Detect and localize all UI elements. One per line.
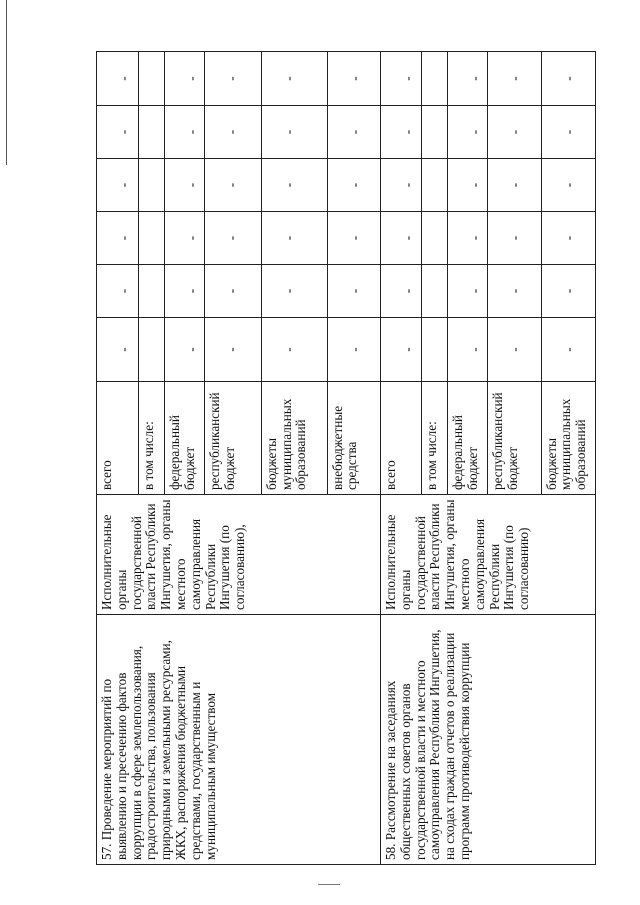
amount-cell: - bbox=[488, 159, 541, 212]
funding-source-cell: в том числе: bbox=[421, 382, 447, 495]
funding-source-cell: в том числе: bbox=[138, 382, 164, 495]
page-footer-dash bbox=[318, 884, 340, 885]
measure-name-cell: 57. Проведение мероприятий по выявлению и пресечению фактов коррупции в сфере землепользования, градостроительства, пользования природными и земельными ресурсами, ЖКХ, распоряжения бюджетными средствами, государственным и муниципальным имуществом bbox=[97, 615, 381, 865]
amount-cell: - bbox=[541, 159, 595, 212]
funding-source-cell: федеральный бюджет bbox=[447, 382, 488, 495]
amount-cell: - bbox=[447, 318, 488, 382]
amount-cell: - bbox=[261, 212, 327, 265]
amount-cell: - bbox=[205, 318, 261, 382]
amount-cell: - bbox=[327, 212, 380, 265]
amount-cell bbox=[138, 52, 164, 106]
amount-cell: - bbox=[380, 52, 421, 106]
amount-cell: - bbox=[205, 265, 261, 318]
funding-source-cell: республиканский бюджет bbox=[488, 382, 541, 495]
amount-cell: - bbox=[541, 106, 595, 159]
amount-cell: - bbox=[380, 318, 421, 382]
amount-cell: - bbox=[164, 159, 205, 212]
document-sheet bbox=[96, 52, 596, 865]
amount-cell: - bbox=[327, 159, 380, 212]
amount-cell: - bbox=[97, 265, 139, 318]
funding-source-cell: бюджеты муниципальных образований bbox=[261, 382, 327, 495]
amount-cell: - bbox=[380, 265, 421, 318]
amount-cell: - bbox=[261, 318, 327, 382]
amount-cell bbox=[421, 52, 447, 106]
amount-cell: - bbox=[164, 265, 205, 318]
amount-cell: - bbox=[541, 318, 595, 382]
amount-cell: - bbox=[205, 106, 261, 159]
amount-cell bbox=[138, 212, 164, 265]
amount-cell: - bbox=[327, 52, 380, 106]
table-row bbox=[380, 52, 421, 865]
amount-cell: - bbox=[97, 212, 139, 265]
amount-cell: - bbox=[97, 159, 139, 212]
amount-cell: - bbox=[164, 318, 205, 382]
amount-cell: - bbox=[261, 106, 327, 159]
amount-cell: - bbox=[488, 106, 541, 159]
amount-cell: - bbox=[447, 106, 488, 159]
executor-cell: Исполнительные органы государственной власти Республики Ингушетия, органы местного самоуправления Республики Ингушетия (по согласованию), bbox=[97, 495, 381, 615]
funding-source-cell: республиканский бюджет bbox=[205, 382, 261, 495]
amount-cell bbox=[421, 106, 447, 159]
amount-cell: - bbox=[205, 52, 261, 106]
amount-cell bbox=[138, 106, 164, 159]
amount-cell: - bbox=[327, 265, 380, 318]
amount-cell: - bbox=[447, 212, 488, 265]
amount-cell: - bbox=[541, 212, 595, 265]
funding-source-cell: федеральный бюджет bbox=[164, 382, 205, 495]
amount-cell: - bbox=[205, 212, 261, 265]
funding-source-cell: бюджеты муниципальных образований bbox=[541, 382, 595, 495]
amount-cell: - bbox=[261, 52, 327, 106]
amount-cell: - bbox=[447, 52, 488, 106]
amount-cell: - bbox=[164, 106, 205, 159]
amount-cell: - bbox=[261, 265, 327, 318]
amount-cell: - bbox=[164, 52, 205, 106]
amount-cell: - bbox=[380, 212, 421, 265]
amount-cell: - bbox=[97, 52, 139, 106]
amount-cell: - bbox=[380, 106, 421, 159]
funding-source-cell: внебюджетные средства bbox=[327, 382, 380, 495]
amount-cell: - bbox=[488, 265, 541, 318]
amount-cell: - bbox=[488, 212, 541, 265]
amount-cell: - bbox=[380, 159, 421, 212]
rotated-page bbox=[96, 52, 596, 865]
table-body bbox=[97, 52, 596, 865]
amount-cell bbox=[138, 265, 164, 318]
amount-cell: - bbox=[327, 106, 380, 159]
amount-cell: - bbox=[447, 159, 488, 212]
amount-cell bbox=[421, 318, 447, 382]
amount-cell: - bbox=[541, 52, 595, 106]
amount-cell: - bbox=[164, 212, 205, 265]
amount-cell: - bbox=[205, 159, 261, 212]
table-row bbox=[97, 52, 139, 865]
left-margin-mark bbox=[6, 0, 7, 165]
amount-cell bbox=[138, 159, 164, 212]
amount-cell: - bbox=[327, 318, 380, 382]
program-table bbox=[96, 51, 596, 865]
amount-cell: - bbox=[97, 106, 139, 159]
measure-name-cell: 58. Рассмотрение на заседаниях общественных советов органов государственной власти и местного самоуправления Республики Ингушетия, на сходах граждан отчетов о реализации программ противодействия коррупции bbox=[380, 615, 595, 865]
amount-cell: - bbox=[261, 159, 327, 212]
executor-cell: Исполнительные органы государственной власти Республики Ингушетия, органы местного самоуправления Республики Ингушетия (по согласованию) bbox=[380, 495, 595, 615]
amount-cell bbox=[421, 265, 447, 318]
amount-cell: - bbox=[488, 318, 541, 382]
funding-source-cell: всего bbox=[380, 382, 421, 495]
amount-cell: - bbox=[97, 318, 139, 382]
amount-cell bbox=[138, 318, 164, 382]
amount-cell bbox=[421, 159, 447, 212]
amount-cell: - bbox=[447, 265, 488, 318]
amount-cell: - bbox=[488, 52, 541, 106]
funding-source-cell: всего bbox=[97, 382, 139, 495]
amount-cell bbox=[421, 212, 447, 265]
amount-cell: - bbox=[541, 265, 595, 318]
